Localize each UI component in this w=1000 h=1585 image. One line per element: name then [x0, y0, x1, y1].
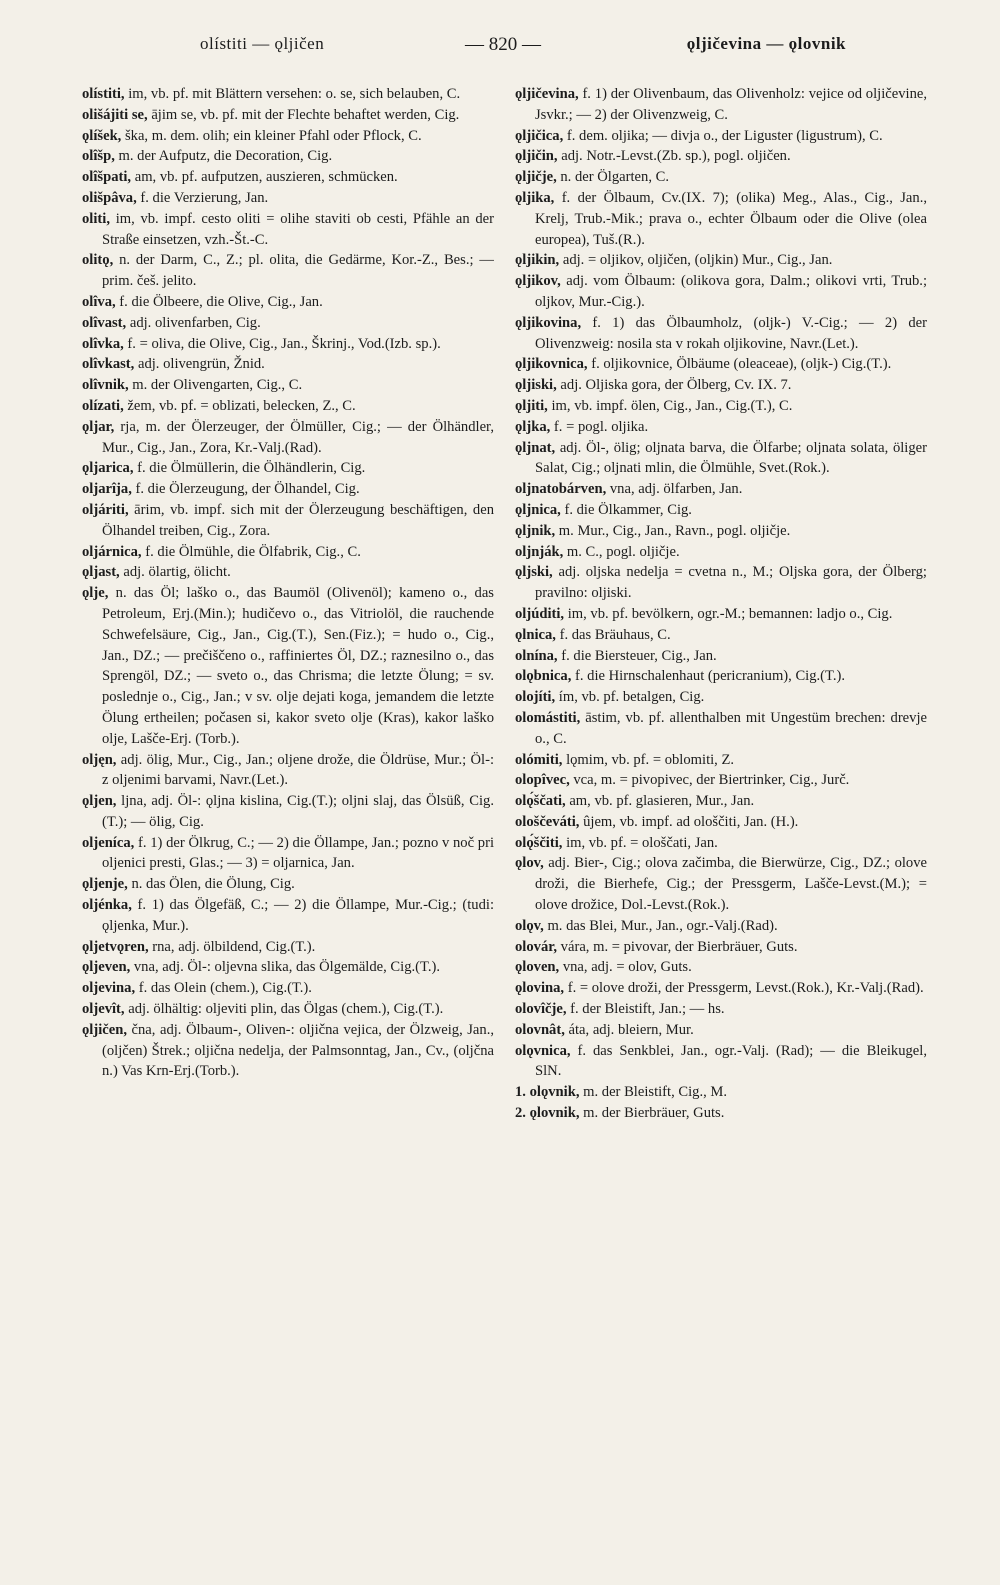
- entry-headword: ǫljnik,: [515, 522, 556, 539]
- dictionary-entry: [82, 937, 494, 958]
- dictionary-entry: [82, 313, 494, 334]
- dictionary-entry: [515, 1020, 927, 1041]
- entry-headword: ǫljast,: [82, 564, 120, 581]
- entry-definition: f. das Bräuhaus, C.: [555, 626, 671, 643]
- dictionary-entry: [515, 791, 927, 812]
- dictionary-entry: [82, 354, 494, 375]
- dictionary-entry: [515, 666, 927, 687]
- dictionary-entry: [82, 167, 494, 188]
- dictionary-entry: [515, 625, 927, 646]
- entry-headword: ǫljika,: [515, 189, 555, 206]
- dictionary-entry: [515, 521, 927, 542]
- entry-headword: ǫlov,: [515, 855, 544, 872]
- entry-definition: adj. olivengrün, Žnid.: [134, 356, 265, 373]
- dictionary-entry: [515, 479, 927, 500]
- dictionary-entry: [515, 146, 927, 167]
- dictionary-entry: [82, 334, 494, 355]
- entry-definition: žem, vb. pf. = oblizati, belecken, Z., C.: [123, 397, 356, 414]
- entry-definition: im, vb. pf. = ološčati, Jan.: [562, 834, 718, 851]
- entry-headword: olîvast,: [82, 314, 127, 331]
- dictionary-entry: [82, 791, 494, 833]
- entry-definition: f. 1) der Olivenbaum, das Olivenholz: vejice od oljičevine, Jsvkr.; — 2) der Olivenzweig, C.: [535, 86, 927, 123]
- entry-definition: rja, m. der Ölerzeuger, der Ölmüller, Cig.; — der Ölhändler, Mur., Cig., Jan., Zora, Kr.-Valj.(Rad).: [102, 418, 494, 456]
- entry-definition: n. das Öl; laško o., das Baumöl (Olivenöl); kameno o., das Petroleum, Erj.(Min.); hudičevo o., das Vitriolöl, die rauchende Schwefelsäure, Cig., Jan., Cig.(T.), Sen.(Fiz.); = hudo o., Cig., Jan., DZ.; — prečiščeno o., raffiniertes Öl, DZ.; raznesilno o., das Sprengöl, DZ.; — sveto o., das Chrisma; die letzte Ölung; = sv. poslednje o., Cig., Jan.; v sv. olje dejati koga, jemandem die letzte Ölung ertheilen; počasen si, kakor sveto olje (Kras), kakor laško olje, Lašče-Erj. (Torb.).: [102, 585, 494, 747]
- dictionary-entry: [82, 292, 494, 313]
- dictionary-entry: [515, 957, 927, 978]
- entry-headword: olîvka,: [82, 335, 124, 352]
- entry-headword: olîvkast,: [82, 356, 135, 373]
- entry-headword: oljevina,: [82, 980, 136, 997]
- entry-headword: ǫljičin,: [515, 148, 558, 165]
- entry-headword: ǫljikovina,: [515, 314, 582, 331]
- entry-definition: am, vb. pf. glasieren, Mur., Jan.: [565, 793, 755, 810]
- entry-definition: m. der Bleistift, Cig., M.: [579, 1084, 728, 1101]
- entry-definition: adj. olivenfarben, Cig.: [126, 314, 261, 331]
- dictionary-entry: [515, 1041, 927, 1083]
- entry-headword: ǫljka,: [515, 418, 551, 435]
- dictionary-entry: [82, 417, 494, 459]
- dictionary-entry: [515, 978, 927, 999]
- entry-definition: f. die Ölkammer, Cig.: [560, 501, 692, 518]
- dictionary-entry: [82, 458, 494, 479]
- entry-definition: adj. Öl-, ölig; oljnata barva, die Ölfarbe; oljnata solata, öliger Salat, Cig.; oljnati mlin, die Ölmühle, Svet.(Rok.).: [535, 439, 927, 477]
- entry-headword: olîvnik,: [82, 377, 129, 394]
- dictionary-entry: [82, 250, 494, 292]
- entry-headword: ǫljnat,: [515, 439, 556, 456]
- dictionary-entry: [515, 354, 927, 375]
- entry-definition: m. Mur., Cig., Jan., Ravn., pogl. oljičje.: [555, 522, 791, 539]
- entry-definition: adj. Notr.-Levst.(Zb. sp.), pogl. oljičen.: [557, 148, 791, 165]
- entry-headword: olopîvec,: [515, 772, 570, 789]
- entry-definition: ājim se, vb. pf. mit der Flechte behaftet werden, Cig.: [147, 106, 460, 123]
- dictionary-entry: [515, 562, 927, 604]
- entry-headword: olǫv,: [515, 917, 544, 934]
- entry-definition: f. dem. oljika; — divja o., der Liguster (ligustrum), C.: [563, 127, 883, 144]
- entry-definition: vna, adj. Öl-: oljevna slika, das Ölgemälde, Cig.(T.).: [130, 959, 441, 976]
- dictionary-entry: [82, 146, 494, 167]
- dictionary-entry: [82, 833, 494, 875]
- running-header: [70, 30, 936, 64]
- entry-definition: f. 1) der Ölkrug, C.; — 2) die Öllampe, Jan.; pozno v noč pri oljenici presti, Glas.; — 3) = oljarnica, Jan.: [102, 834, 494, 872]
- entry-headword: oliti,: [82, 210, 110, 227]
- entry-headword: olitǫ,: [82, 252, 114, 269]
- dictionary-entry: [515, 937, 927, 958]
- dictionary-entry: [82, 126, 494, 147]
- entry-definition: adj. ölartig, ölicht.: [119, 564, 231, 581]
- entry-headword: ǫljičje,: [515, 169, 557, 186]
- dictionary-entry: [515, 438, 927, 480]
- entry-headword: oljevît,: [82, 1001, 125, 1018]
- entry-definition: vna, adj. = olov, Guts.: [559, 959, 692, 976]
- entry-definition: n. der Ölgarten, C.: [556, 169, 669, 186]
- entry-definition: f. die Ölerzeugung, der Ölhandel, Cig.: [131, 481, 360, 498]
- header-right-guide-words: ǫljičevina — ǫlovnik: [686, 34, 846, 53]
- dictionary-entry: [515, 167, 927, 188]
- dictionary-entry: [515, 708, 927, 750]
- dictionary-entry: [82, 750, 494, 792]
- entry-definition: adj. oljska nedelja = cvetna n., M.; Oljska gora, der Ölberg; pravilno: oljiski.: [535, 564, 927, 602]
- entry-definition: f. = oliva, die Olive, Cig., Jan., Škrinj., Vod.(Izb. sp.).: [123, 335, 441, 352]
- entry-headword: oljnatobárven,: [515, 481, 607, 498]
- right-column: [515, 84, 927, 1564]
- entry-headword: ǫljiti,: [515, 397, 548, 414]
- entry-definition: n. der Darm, C., Z.; pl. olita, die Gedärme, Kor.-Z., Bes.; — prim. češ. jelito.: [102, 252, 494, 290]
- entry-headword: oljeníca,: [82, 834, 135, 851]
- dictionary-entry: [515, 687, 927, 708]
- entry-definition: f. die Ölbeere, die Olive, Cig., Jan.: [115, 293, 323, 310]
- entry-definition: āstim, vb. pf. allenthalben mit Ungestüm brechen: drevje o., C.: [535, 709, 927, 747]
- entry-definition: im, vb. pf. mit Blättern versehen: o. se, sich belauben, C.: [124, 86, 461, 102]
- entry-definition: adj. ölhältig: oljeviti plin, das Ölgas (chem.), Cig.(T.).: [124, 1001, 444, 1018]
- dictionary-entry: [515, 188, 927, 250]
- entry-definition: f. 1) das Ölbaumholz, (oljk-) V.-Cig.; — 2) der Olivenzweig: nosila sta v rokah oljikovine, Navr.(Let.).: [535, 314, 927, 352]
- entry-definition: f. das Senkblei, Jan., ogr.-Valj. (Rad); — die Bleikugel, SlN.: [535, 1042, 927, 1080]
- dictionary-entry: [82, 84, 494, 105]
- entry-definition: im, vb. pf. bevölkern, ogr.-M.; bemannen: ladjo o., Cig.: [564, 605, 893, 622]
- entry-headword: ǫljikovnica,: [515, 356, 588, 373]
- entry-definition: f. oljikovnice, Ölbäume (oleaceae), (oljk-) Cig.(T.).: [587, 356, 892, 373]
- entry-headword: ǫljenje,: [82, 876, 128, 893]
- entry-definition: vna, adj. ölfarben, Jan.: [606, 481, 743, 498]
- dictionary-entry: [82, 396, 494, 417]
- entry-headword: olǫvnica,: [515, 1042, 571, 1059]
- dictionary-entry: [515, 271, 927, 313]
- entry-headword: olómiti,: [515, 751, 563, 768]
- entry-definition: lǫmim, vb. pf. = oblomiti, Z.: [562, 751, 735, 768]
- dictionary-entry: [82, 105, 494, 126]
- entry-definition: f. die Verzierung, Jan.: [136, 189, 269, 206]
- dictionary-entry: [515, 250, 927, 271]
- entry-headword: olovár,: [515, 938, 558, 955]
- dictionary-entry: [82, 895, 494, 937]
- dictionary-entry: [515, 853, 927, 915]
- entry-headword: oljúditi,: [515, 605, 565, 622]
- dictionary-entry: [515, 646, 927, 667]
- dictionary-entry: [515, 604, 927, 625]
- entry-definition: ûjem, vb. impf. ad ološčiti, Jan. (H.).: [579, 813, 799, 830]
- entry-headword: ǫljeven,: [82, 959, 131, 976]
- entry-headword: olîva,: [82, 293, 116, 310]
- entry-definition: vca, m. = pivopivec, der Biertrinker, Cig., Jurč.: [569, 772, 850, 789]
- entry-headword: oljárnica,: [82, 543, 142, 560]
- dictionary-entry: [82, 479, 494, 500]
- entry-definition: f. das Olein (chem.), Cig.(T.).: [135, 980, 312, 997]
- dictionary-entry: [515, 84, 927, 126]
- dictionary-entry: [515, 1103, 927, 1124]
- entry-headword: oljarîja,: [82, 481, 132, 498]
- entry-headword: olístiti,: [82, 86, 125, 102]
- dictionary-entry: [515, 542, 927, 563]
- entry-definition: adj. = oljikov, oljičen, (oljkin) Mur., Cig., Jan.: [559, 252, 833, 269]
- entry-headword: ǫljar,: [82, 418, 115, 435]
- entry-headword: ǫljičevina,: [515, 86, 579, 102]
- entry-headword: oljénka,: [82, 897, 132, 914]
- entry-headword: olnína,: [515, 647, 558, 664]
- entry-headword: ološčeváti,: [515, 813, 580, 830]
- entry-headword: ǫljikin,: [515, 252, 560, 269]
- entry-definition: am, vb. pf. aufputzen, auszieren, schmücken.: [131, 169, 398, 186]
- entry-headword: ǫloven,: [515, 959, 560, 976]
- entry-headword: olǫbnica,: [515, 668, 572, 685]
- entry-definition: adj. Oljiska gora, der Ölberg, Cv. IX. 7.: [556, 377, 792, 394]
- dictionary-entry: [515, 126, 927, 147]
- dictionary-entry: [515, 396, 927, 417]
- entry-definition: m. der Olivengarten, Cig., C.: [128, 377, 303, 394]
- entry-headword: olišájiti se,: [82, 106, 148, 123]
- entry-definition: f. die Biersteuer, Cig., Jan.: [557, 647, 717, 664]
- dictionary-entry: [82, 188, 494, 209]
- entry-definition: adj. vom Ölbaum: (olikova gora, Dalm.; olikovi vrti, Trub.; oljkov, Mur.-Cig.).: [535, 273, 927, 310]
- entry-headword: ǫljičen,: [82, 1021, 127, 1038]
- entry-headword: olovnât,: [515, 1021, 565, 1038]
- entry-definition: f. der Ölbaum, Cv.(IX. 7); (olika) Meg., Alas., Cig., Jan., Krelj, Trub.-Mik.; prava o., echter Ölbaum oder die Olive (olea europea), Tuš.(R.).: [535, 189, 927, 248]
- entry-definition: f. = pogl. oljika.: [550, 418, 649, 435]
- entry-headword: olîšp,: [82, 148, 115, 165]
- dictionary-entry: [82, 500, 494, 542]
- entry-definition: ška, m. dem. olih; ein kleiner Pfahl oder Pflock, C.: [121, 127, 422, 144]
- dictionary-entry: [515, 812, 927, 833]
- entry-definition: n. das Ölen, die Ölung, Cig.: [127, 876, 295, 893]
- entry-headword: olízati,: [82, 397, 124, 414]
- entry-definition: m. das Blei, Mur., Jan., ogr.-Valj.(Rad).: [543, 917, 778, 934]
- entry-definition: m. der Bierbräuer, Guts.: [579, 1105, 725, 1122]
- entry-definition: vára, m. = pivovar, der Bierbräuer, Guts.: [557, 938, 798, 955]
- entry-headword: ǫljski,: [515, 564, 553, 581]
- dictionary-entry: [515, 999, 927, 1020]
- dictionary-entry: [82, 375, 494, 396]
- entry-headword: ǫlje,: [82, 585, 109, 602]
- entry-headword: ǫljikov,: [515, 273, 561, 290]
- dictionary-entry: [515, 417, 927, 438]
- entry-headword: ǫljetvǫren,: [82, 938, 149, 955]
- entry-headword: ǫljen,: [82, 793, 117, 810]
- entry-definition: f. die Ölmühle, die Ölfabrik, Cig., C.: [141, 543, 361, 560]
- dictionary-entry: [515, 833, 927, 854]
- entry-definition: f. der Bleistift, Jan.; — hs.: [566, 1001, 725, 1018]
- entry-headword: ǫljiski,: [515, 377, 557, 394]
- entry-headword: olîšpati,: [82, 169, 132, 186]
- entry-headword: olomástiti,: [515, 709, 581, 726]
- dictionary-entry: [82, 583, 494, 749]
- dictionary-entry: [515, 375, 927, 396]
- dictionary-entry: [515, 916, 927, 937]
- entry-headword: 1. olǫvnik,: [515, 1084, 580, 1101]
- dictionary-entry: [82, 999, 494, 1020]
- entry-headword: olojíti,: [515, 689, 556, 706]
- dictionary-entry: [82, 957, 494, 978]
- entry-definition: f. 1) das Ölgefäß, C.; — 2) die Öllampe, Mur.-Cig.; (tudi: ǫljenka, Mur.).: [102, 897, 494, 934]
- entry-headword: ǫlíšek,: [82, 127, 122, 144]
- dictionary-entry: [515, 500, 927, 521]
- entry-definition: f. = olove droži, der Pressgerm, Levst.(Rok.), Kr.-Valj.(Rad).: [564, 980, 924, 997]
- entry-headword: olovîčje,: [515, 1001, 567, 1018]
- dictionary-entry: [82, 209, 494, 251]
- entry-definition: adj. ölig, Mur., Cig., Jan.; oljene drože, die Öldrüse, Mur.; Öl-: z oljenimi barvami, Navr.(Let.).: [102, 751, 494, 789]
- entry-headword: oljęn,: [82, 751, 117, 768]
- dictionary-entry: [515, 1082, 927, 1103]
- dictionary-entry: [515, 770, 927, 791]
- entry-definition: m. der Aufputz, die Decoration, Cig.: [114, 148, 333, 165]
- entry-definition: im, vb. impf. cesto oliti = olihe staviti ob cesti, Pfähle an der Straße einsetzen, vzh.-Št.-C.: [102, 210, 494, 248]
- entry-definition: adj. Bier-, Cig.; olova začimba, die Bierwürze, Cig., DZ.; olove droži, die Bierhefe, Cig.; der Pressgerm, Lašče-Levst.(M.); = olove drožice, Dol.-Levst.(Rok.).: [535, 855, 927, 914]
- entry-definition: f. die Hirnschalenhaut (pericranium), Cig.(T.).: [571, 668, 846, 685]
- page-number: — 820 —: [465, 34, 541, 55]
- entry-headword: olišpâva,: [82, 189, 137, 206]
- entry-definition: áta, adj. bleiern, Mur.: [564, 1021, 694, 1038]
- dictionary-entry: [82, 978, 494, 999]
- entry-definition: ārim, vb. impf. sich mit der Ölerzeugung beschäftigen, den Ölhandel treiben, Cig., Zora.: [102, 501, 494, 539]
- entry-headword: 2. ǫlovnik,: [515, 1105, 580, 1122]
- entry-definition: im, vb. impf. ölen, Cig., Jan., Cig.(T.), C.: [547, 397, 793, 414]
- dictionary-entry: [82, 874, 494, 895]
- dictionary-entry: [82, 542, 494, 563]
- dictionary-entry: [82, 1020, 494, 1082]
- entry-headword: ǫljnica,: [515, 501, 561, 518]
- entry-headword: ǫljarica,: [82, 460, 134, 477]
- entry-definition: čna, adj. Ölbaum-, Oliven-: oljična vejica, der Ölzweig, Jan., (oljčen) Štrek.; oljična nedelja, der Palmsonntag, Jan., Cv., (oljčna n.) Vas Krn-Erj.(Torb.).: [102, 1021, 494, 1080]
- entry-headword: olǫ́ščati,: [515, 793, 566, 810]
- entry-definition: rna, adj. ölbildend, Cig.(T.).: [148, 938, 316, 955]
- entry-headword: olǫ́ščiti,: [515, 834, 563, 851]
- entry-headword: ǫljičica,: [515, 127, 564, 144]
- dictionary-entry: [515, 750, 927, 771]
- entry-definition: f. die Ölmüllerin, die Ölhändlerin, Cig.: [133, 460, 366, 477]
- entry-definition: ím, vb. pf. betalgen, Cig.: [555, 689, 705, 706]
- entry-definition: m. C., pogl. oljičje.: [563, 543, 680, 560]
- left-column: [82, 84, 494, 1564]
- entry-headword: oljnják,: [515, 543, 564, 560]
- dictionary-entry: [515, 313, 927, 355]
- entry-headword: ǫlnica,: [515, 626, 556, 643]
- header-left-guide-words: olístiti — ǫljičen: [200, 34, 325, 53]
- entry-definition: ljna, adj. Öl-: ǫljna kislina, Cig.(T.); oljni slaj, das Ölsüß, Cig.(T.); — ölig, Cig.: [102, 793, 494, 830]
- dictionary-entry: [82, 562, 494, 583]
- entry-headword: ǫlovina,: [515, 980, 565, 997]
- entry-headword: oljáriti,: [82, 501, 129, 518]
